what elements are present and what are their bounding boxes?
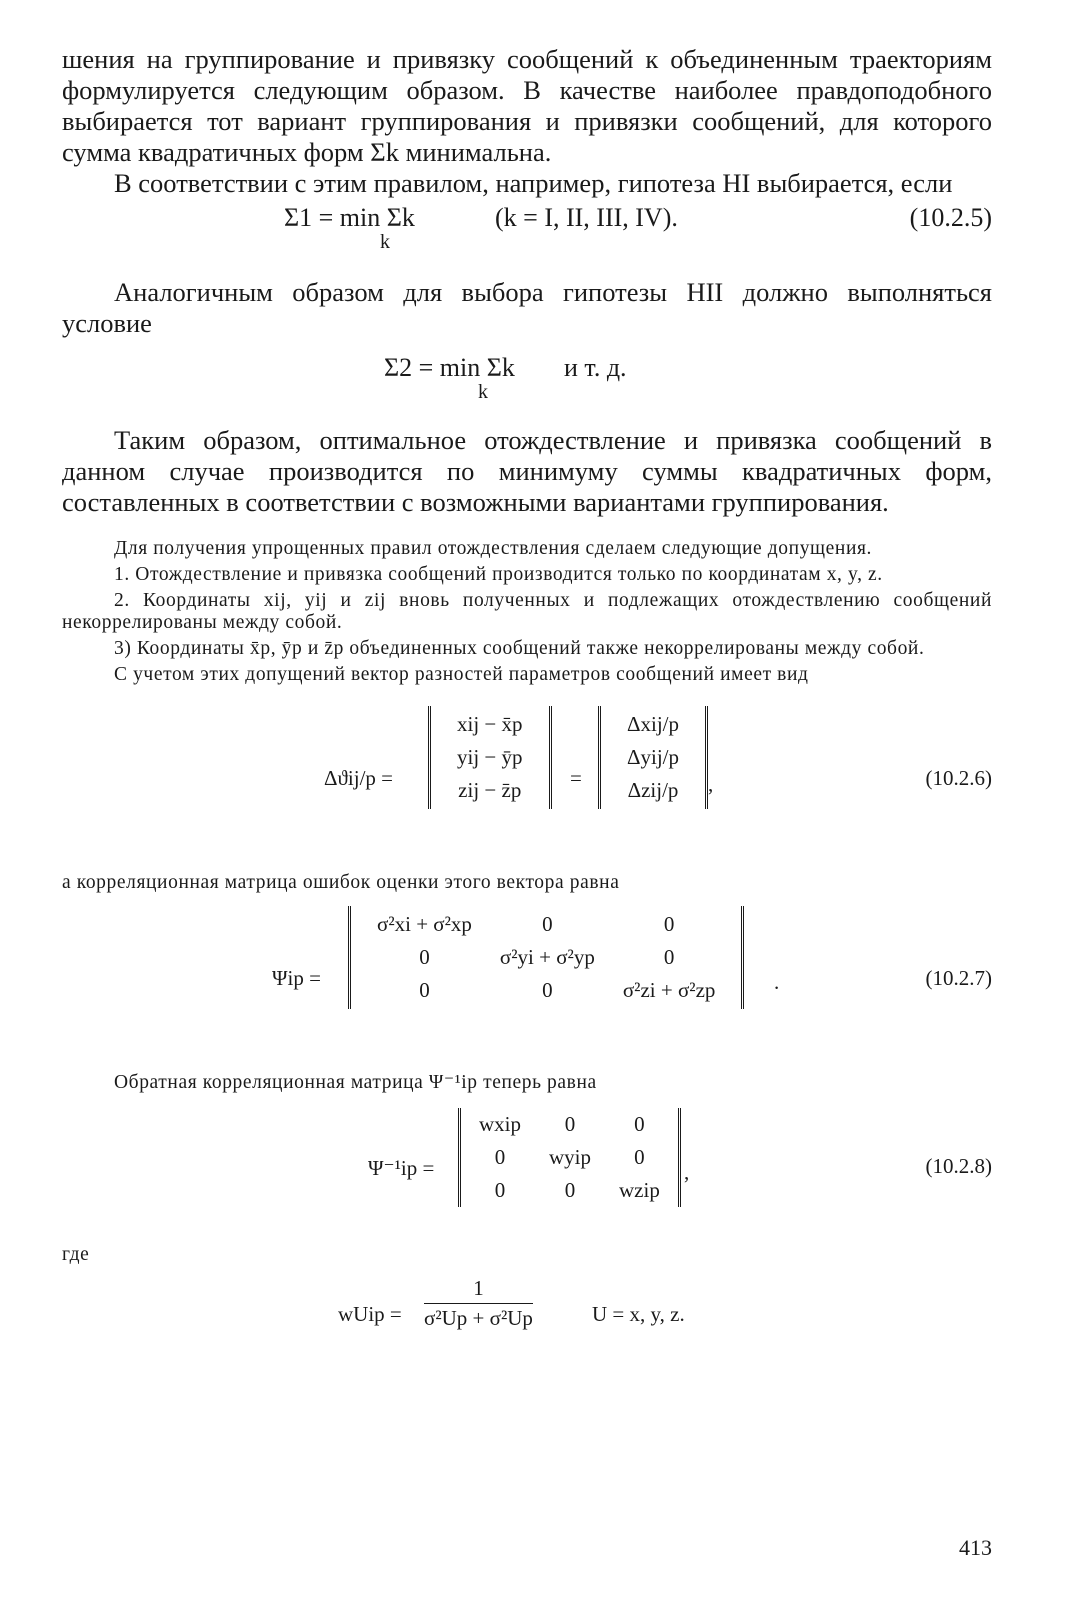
matrix-cell: wzip [619,1178,660,1202]
matrix-cell: wyip [549,1145,591,1169]
equation-10-2-5 [62,203,992,263]
small-paragraph-1: Для получения упрощенных правил отождествления сделаем следующие допущения. [114,538,873,559]
eq-10-2-6-number: (10.2.6) [925,766,992,790]
matrix-cell: 0 [542,912,553,936]
small-paragraph-4: 3) Координаты x̄p, ȳp и z̄p объединенных сообщений также некоррелированы между собой. [114,638,925,659]
matrix-cell: Δzij/p [627,778,679,802]
matrix-cell: wxip [479,1112,521,1136]
matrix-cell: yij − ȳp [457,745,523,769]
eq-10-2-8-matrix [458,1108,681,1207]
eq-10-2-5-under: k [380,231,390,253]
equation-10-2-8 [62,1108,992,1238]
paragraph-3: Аналогичным образом для выбора гипотезы HII должно выполняться условие [62,277,992,338]
small-paragraph-7: Обратная корреляционная матрица Ψ⁻¹ip теперь равна [114,1072,597,1093]
matrix-cell: 0 [663,945,675,969]
matrix-cell: 0 [634,1145,645,1169]
paragraph-4: Таким образом, оптимальное отождествление и привязка сообщений в данном случае производится по минимуму суммы квадратичных форм, составленных в соответствии с возможными вариантами группирования. [62,425,992,517]
eq-10-2-5-number: (10.2.5) [909,203,992,232]
page-number: 413 [959,1535,992,1560]
page [62,44,992,1356]
eq-10-2-8-number: (10.2.8) [925,1154,992,1178]
matrix-cell: 0 [564,1178,576,1202]
matrix-cell: 0 [663,912,675,936]
small-paragraph-5: С учетом этих допущений вектор разностей параметров сообщений имеет вид [114,664,809,685]
equation-w [62,1276,992,1356]
matrix-cell: 0 [419,945,430,969]
small-paragraph-3: 2. Координаты xij, yij и zij вновь полученных и подлежащих отождествлению сообщений некоррелированы между собой. [62,590,992,633]
eq-w-lhs: wUip = [338,1302,402,1326]
eq-w-numerator: 1 [424,1276,533,1304]
matrix-cell: σ²xi + σ²xp [377,912,472,936]
small-paragraph-6: а корреляционная матрица ошибок оценки этого вектора равна [62,872,620,893]
eq-10-2-6-lhs: Δϑij/p = [324,766,393,790]
eq-10-2-7-number: (10.2.7) [925,966,992,990]
matrix-cell: zij − z̄p [458,778,522,802]
eq-10-2-5-condition: (k = I, II, III, IV). [495,203,678,232]
equation-10-2-6 [62,706,992,856]
matrix-cell: Δxij/p [627,712,680,736]
eq-10-2-7-lhs: Ψip = [272,966,321,990]
eq-sigma2-lhs: Σ2 = min Σk [384,353,515,382]
matrix-cell: 0 [634,1112,645,1136]
matrix-cell: 0 [494,1145,506,1169]
eq-w-denominator: σ²Up + σ²Up [424,1306,533,1330]
eq-w-tail: U = x, y, z. [592,1302,685,1326]
eq-10-2-6-equals: = [570,766,582,790]
matrix-cell: 0 [494,1178,506,1202]
equation-10-2-7 [62,906,992,1056]
small-paragraph-8: где [62,1244,90,1265]
equation-sigma2 [62,353,992,413]
eq-10-2-6-comma: , [708,772,714,796]
matrix-cell: σ²zi + σ²zp [622,978,716,1002]
eq-10-2-6-matrix-2 [598,706,708,809]
eq-sigma2-under: k [478,381,488,403]
eq-10-2-6-matrix-1 [428,706,552,809]
matrix-cell: σ²yi + σ²yp [499,945,595,969]
eq-10-2-8-comma: , [684,1160,690,1184]
eq-w-fraction [424,1276,533,1331]
small-paragraph-2: 1. Отождествление и привязка сообщений производится только по координатам x, y, z. [114,564,883,585]
matrix-cell: Δyij/p [627,745,680,769]
paragraph-1: шения на группирование и привязку сообщений к объединенным траекториям формулируется следующим образом. В качестве наиболее правдоподобного выбирается тот вариант группирования и привязки сообщений, для которого сумма квадратичных форм Σk минимальна. [62,44,992,167]
eq-sigma2-tail: и т. д. [564,353,627,382]
eq-10-2-8-lhs: Ψ⁻¹ip = [368,1156,435,1180]
matrix-cell: 0 [542,978,553,1002]
matrix-cell: 0 [419,978,430,1002]
paragraph-2: В соответствии с этим правилом, например, гипотеза HI выбирается, если [114,168,953,198]
eq-10-2-7-period: . [774,970,780,994]
matrix-cell: 0 [564,1112,576,1136]
eq-10-2-7-matrix [348,906,744,1009]
eq-10-2-5-lhs: Σ1 = min Σk [284,203,415,232]
matrix-cell: xij − x̄p [457,712,523,736]
